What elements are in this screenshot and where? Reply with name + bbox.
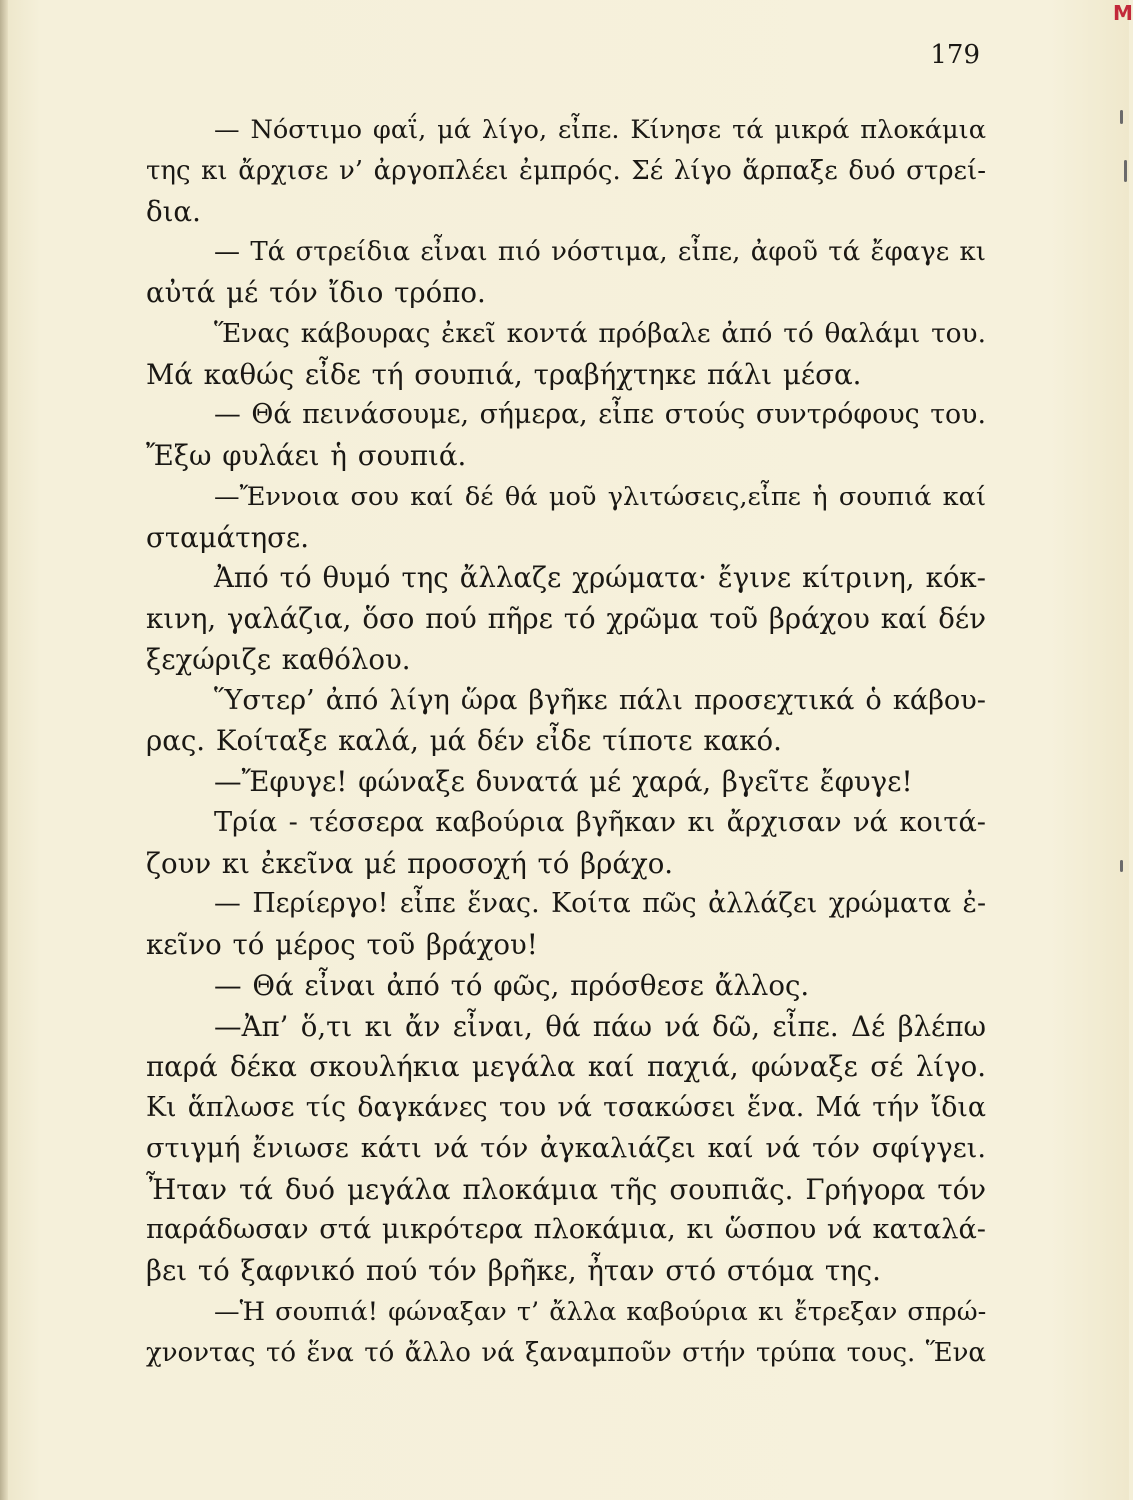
text-line: Τρία - τέσσερα καβούρια βγῆκαν κι ἄρχισαν νά κοιτά- [214,806,986,838]
text-line: — Νόστιμο φαΐ, μά λίγο, εἶπε. Κίνησε τά μικρά πλοκάμια [214,115,986,145]
page-number: 179 [930,40,980,70]
text-line: της κι ἄρχισε ν’ ἀργοπλέει ἐμπρός. Σέ λίγο ἅρπαξε δυό στρεί- [146,155,986,186]
text-line: —Ἀπ’ ὅ,τι κι ἄν εἶναι, θά πάω νά δῶ, εἶπε. Δέ βλέπω [214,1009,986,1043]
body-text [146,110,986,1373]
text-line: κεῖνο τό μέρος τοῦ βράχου! [146,928,538,961]
text-line: —Ἔννοια σου καί δέ θά μοῦ γλιτώσεις,εἶπε ἡ σουπιά καί [214,481,986,512]
text-line: ξεχώριζε καθόλου. [146,642,411,676]
text-line: Ἦταν τά δυό μεγάλα πλοκάμια τῆς σουπιᾶς. Γρήγορα τόν [146,1172,986,1206]
edge-mark [1124,160,1127,182]
text-line: βει τό ξαφνικό πού τόν βρῆκε, ἦταν στό στόμα της. [146,1254,881,1287]
text-line: σταμάτησε. [146,520,310,554]
text-line: παρά δέκα σκουλήκια μεγάλα καί παχιά, φώναξε σέ λίγο. [146,1050,986,1084]
text-line: —Ἔφυγε! φώναξε δυνατά μέ χαρά, βγεῖτε ἔφυγε! [214,765,913,798]
text-line: Ἔξω φυλάει ἡ σουπιά. [146,439,467,472]
text-line: κινη, γαλάζια, ὅσο πού πῆρε τό χρῶμα τοῦ βράχου καί δέν [146,602,986,635]
text-line: Κι ἅπλωσε τίς δαγκάνες του νά τσακώσει ἕνα. Μά τήν ἴδια [146,1092,986,1123]
edge-mark [1120,110,1123,124]
text-line: —Ἡ σουπιά! φώναξαν τ’ ἄλλα καβούρια κι ἔτρεξαν σπρώ- [214,1296,987,1327]
page-gutter-shadow [0,0,8,1500]
text-line: ρας. Κοίταξε καλά, μά δέν εἶδε τίποτε κακό. [146,724,782,758]
text-line: παράδωσαν στά μικρότερα πλοκάμια, κι ὥσπου νά καταλά- [146,1214,986,1246]
text-line: Μά καθώς εἶδε τή σουπιά, τραβήχτηκε πάλι μέσα. [146,357,862,391]
text-line: δια. [146,194,201,228]
text-line: — Τά στρείδια εἶναι πιό νόστιμα, εἶπε, ἀφοῦ τά ἔφαγε κι [214,237,986,268]
text-line: αὐτά μέ τόν ἴδιο τρόπο. [146,276,486,309]
text-line: στιγμή ἔνιωσε κάτι νά τόν ἀγκαλιάζει καί νά τόν σφίγγει. [146,1132,986,1164]
text-line: — Θά πεινάσουμε, σήμερα, εἶπε στούς συντρόφους του. [214,399,986,431]
text-line: χνοντας τό ἕνα τό ἄλλο νά ξαναμποῦν στήν τρύπα τους. Ἕνα [146,1337,986,1368]
text-line: Ἀπό τό θυμό της ἄλλαζε χρώματα· ἔγινε κίτρινη, κόκ- [214,561,986,595]
text-line: — Περίεργο! εἶπε ἕνας. Κοίτα πῶς ἀλλάζει χρώματα ἐ- [214,888,986,920]
library-stamp-mark: Μ [1113,1,1133,25]
edge-mark [1120,860,1123,872]
text-line: ζουν κι ἐκεῖνα μέ προσοχή τό βράχο. [146,846,674,880]
text-line: Ὕστερ’ ἀπό λίγη ὥρα βγῆκε πάλι προσεχτικά ὁ κάβου- [214,684,986,716]
text-line: — Θά εἶναι ἀπό τό φῶς, πρόσθεσε ἄλλος. [214,968,810,1002]
text-line: Ἕνας κάβουρας ἐκεῖ κοντά πρόβαλε ἀπό τό θαλάμι του. [214,317,986,349]
